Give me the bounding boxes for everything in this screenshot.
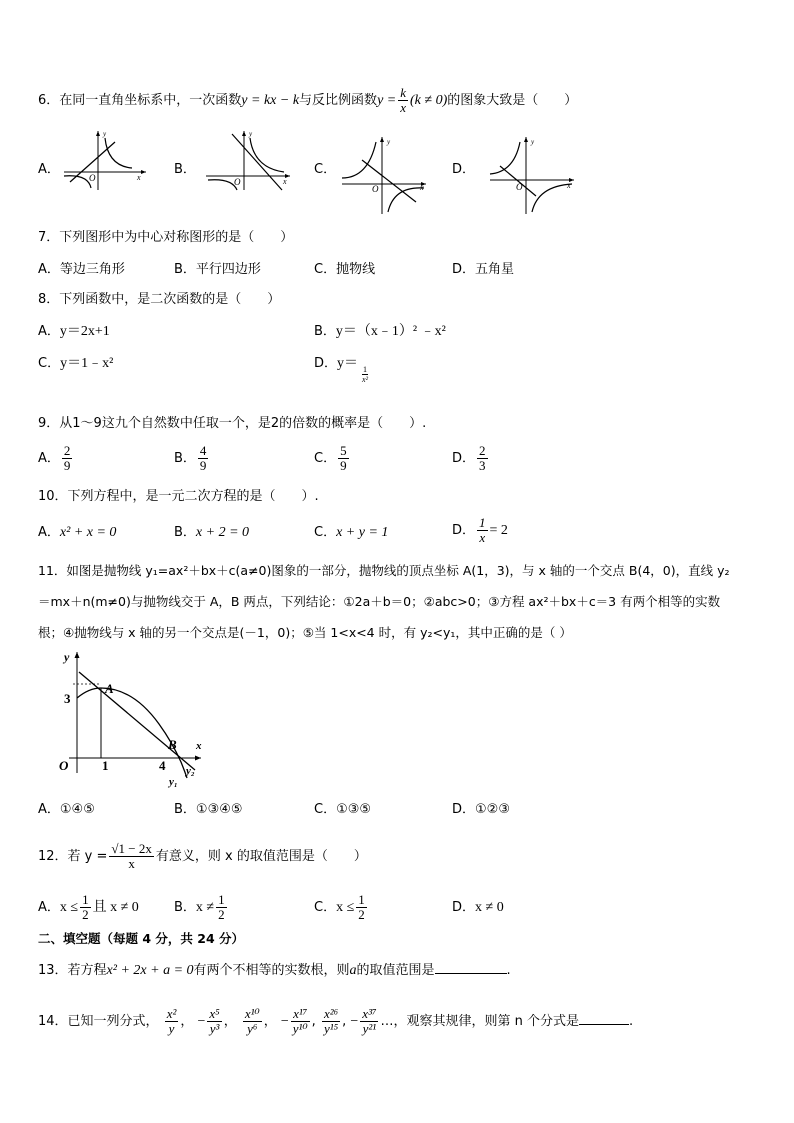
q14-term-2: $\frac{\text{x⁵}}{\text{y³}}$ [209, 1006, 220, 1036]
q11-tick-3: 3 [64, 691, 71, 706]
q11-line-y2-label: y₂ [186, 765, 195, 777]
q12-fraction: $\frac{√1 - 2x}{x}$ [111, 841, 152, 871]
q6c-origin: O [372, 184, 379, 194]
q8-stem: 8．下列函数中，是二次函数的是（ ） [38, 292, 281, 307]
q11-option-d: D．①②③ [452, 802, 510, 817]
q11-tick-1: 1 [102, 758, 109, 773]
q10-option-c: C．x + y = 1 [314, 525, 389, 540]
q10-option-b: B．x + 2 = 0 [174, 525, 250, 540]
q10-stem: 10．下列方程中，是一元二次方程的是（ ）. [38, 489, 319, 504]
q11-point-a: A [105, 681, 114, 696]
section-heading-fill-in: 二、填空题（每题 4 分，共 24 分） [38, 931, 245, 946]
q6c-y-label: y [387, 138, 391, 146]
q6-option-c-label: C． [314, 162, 337, 177]
q11-x-axis-label: x [196, 740, 202, 752]
q14-term-3: $\frac{\text{x¹⁰}}{\text{y⁶}}$ [244, 1006, 260, 1036]
q6d-x-label: x [567, 181, 571, 190]
q6a-x-label: x [137, 173, 141, 182]
q14-term-4: $\frac{\text{x¹⁷}}{\text{y¹⁰}}$ [292, 1006, 308, 1036]
q11-tick-4: 4 [159, 758, 166, 773]
q8-option-d: D．y＝ 1 x² [314, 356, 368, 384]
q6d-origin: O [516, 182, 523, 192]
q14-term-5: $\frac{\text{x²⁶}}{\text{y¹⁵}}$ [323, 1006, 339, 1036]
q11-curve-y1-label: y₁ [169, 776, 178, 788]
q6-graph-c [338, 134, 430, 216]
q12-option-b: B．x ≠ $\frac{1}{2}$ [174, 892, 225, 922]
q13-answer-blank[interactable] [435, 961, 507, 974]
q7-option-b: B．平行四边形 [174, 262, 261, 277]
q11-stem-line-2: ＝mx＋n(m≠0)与抛物线交于 A，B 两点，下列结论：①2a＋b＝0；②abc>0；③方程 ax²＋bx＋c＝3 有两个相等的实数 [38, 594, 721, 609]
q6b-origin: O [234, 177, 241, 187]
q9-option-d: D． $\frac{2}{3}$ [452, 443, 486, 473]
q14-stem: 14．已知一列分式， $\frac{\text{x²}}{y}$ ， − $\frac{\text{x⁵}}{\text{y³}}$ ， $\frac{\text{x¹⁰}}{\text{y⁶}}$ ， − $\frac{\text{x¹⁷}}{\text{y¹⁰}}$ , $\frac{\text{x²⁶}}{\text{y¹⁵}}$ , − $\frac{\text{x³⁷}}{\text{y²¹}}$ …，观察其规律，则第 n 个分式是 . [38, 1006, 634, 1036]
q6b-x-label: x [283, 177, 287, 186]
q6-stem: 6．在同一直角坐标系中，一次函数y = kx − k与反比例函数y = $\frac{k}{x}$ (k ≠ 0)的图象大致是（ ） [38, 85, 578, 115]
q7-stem: 7．下列图形中为中心对称图形的是（ ） [38, 230, 294, 245]
q6-graph-a [60, 128, 150, 193]
q6-inverse-fraction: $\frac{k}{x}$ [400, 85, 407, 115]
q6b-y-label: y [249, 130, 253, 138]
q6c-x-label: x [420, 183, 424, 192]
q7-option-a: A．等边三角形 [38, 262, 125, 277]
q11-option-c: C．①③⑤ [314, 802, 372, 817]
q11-point-b: B [168, 737, 177, 752]
q6-option-b-label: B． [174, 162, 196, 177]
q11-parabola-graph [55, 648, 205, 790]
q12-option-c: C．x ≤ $\frac{1}{2}$ [314, 892, 365, 922]
q7-option-d: D．五角星 [452, 262, 515, 277]
q6-option-d-label: D． [452, 162, 476, 177]
q6a-y-label: y [103, 130, 107, 138]
q7-option-c: C．抛物线 [314, 262, 376, 277]
q12-option-d: D．x ≠ 0 [452, 900, 504, 915]
q13-stem: 13．若方程x² + 2x + a = 0有两个不相等的实数根，则a的取值范围是 . [38, 963, 511, 978]
q12-stem: 12．若 y = $\frac{√1 - 2x}{x}$ 有意义，则 x 的取值范围是（ ） [38, 841, 367, 871]
q8-option-c: C．y＝1﹣x² [38, 356, 114, 371]
q11-origin-label: O [59, 758, 69, 773]
q10-option-a: A．x² + x = 0 [38, 525, 117, 540]
q10-option-d: D． $\frac{1}{x}$ = 2 [452, 515, 508, 545]
q6-option-a-label: A． [38, 162, 60, 177]
q14-term-6: $\frac{\text{x³⁷}}{\text{y²¹}}$ [362, 1006, 377, 1036]
q9-option-a: A． $\frac{2}{9}$ [38, 443, 71, 473]
q9-option-b: B． $\frac{4}{9}$ [174, 443, 207, 473]
q12-option-a: A．x ≤ $\frac{1}{2}$ 且 x ≠ 0 [38, 892, 139, 922]
q8-option-b: B．y＝（x﹣1）² ﹣x² [314, 324, 446, 339]
q9-stem: 9．从1～9这九个自然数中任取一个，是2的倍数的概率是（ ）. [38, 416, 427, 431]
q11-y-axis-label: y [64, 650, 70, 664]
q6-graph-d [486, 134, 578, 216]
q11-stem-line-1: 11．如图是抛物线 y₁=ax²＋bx＋c(a≠0)图象的一部分，抛物线的顶点坐标 A(1，3)，与 x 轴的一个交点 B(4，0)，直线 y₂ [38, 563, 730, 578]
q11-option-a: A．①④⑤ [38, 802, 95, 817]
q6d-y-label: y [531, 138, 535, 146]
q6-graph-b [202, 128, 294, 193]
q11-stem-line-3: 根；④抛物线与 x 轴的另一个交点是(－1，0)；⑤当 1<x<4 时，有 y₂<y₁，其中正确的是（ ） [38, 625, 572, 640]
q8-d-fraction: 1 x² [362, 365, 368, 384]
q14-term-1: $\frac{\text{x²}}{y}$ [166, 1006, 177, 1036]
q8-option-a: A．y＝2x+1 [38, 324, 110, 339]
q11-option-b: B．①③④⑤ [174, 802, 243, 817]
q6a-origin: O [89, 173, 96, 183]
q9-option-c: C． $\frac{5}{9}$ [314, 443, 347, 473]
q14-answer-blank[interactable] [579, 1012, 629, 1025]
